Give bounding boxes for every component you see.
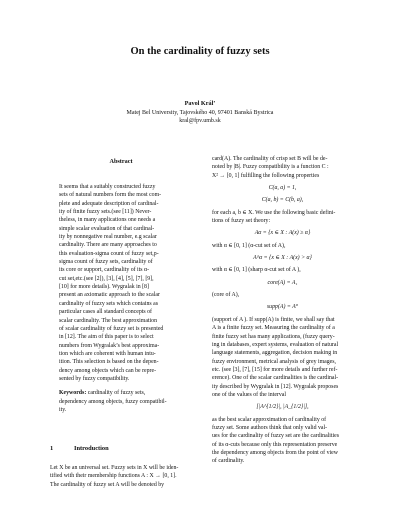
abstract-line: It seems that a suitably constructed fuzzy <box>59 184 156 190</box>
body-line: etc. (see [3], [7], [15] for more details and further ref- <box>212 366 338 373</box>
author-affiliation <box>0 109 400 126</box>
abstract-line: sented by fuzzy compatibility. <box>59 375 130 382</box>
body-line: language statements, aggregation, decision making in <box>212 350 338 357</box>
body-line: ues for the cardinality of fuzzy set are the cardinalities <box>212 433 340 440</box>
abstract-line: of scalar cardinality of fuzzy set is presented <box>59 325 164 332</box>
body-line: for each a, b ∈ X. We use the following basic defini- <box>212 209 336 216</box>
intro-line: Let X be an universal set. Fuzzy sets in X will be iden- <box>50 465 179 471</box>
keywords-line: dependency among objects, fuzzy compatibil- <box>59 398 167 405</box>
abstract-line: sets of natural numbers form the most com- <box>59 192 162 199</box>
abstract-line: dency among objects which can be repre- <box>59 367 157 374</box>
abstract-line: scalar cardinality. The best approximation <box>59 317 158 324</box>
keywords-label: Keywords: <box>59 390 87 397</box>
abstract-line: simple scalar evaluation of that cardinal- <box>59 225 155 232</box>
equation: supp(A) = A⁰ <box>266 304 299 311</box>
abstract-line: particular cases all standard concepts of <box>59 309 152 316</box>
keywords-line: ity. <box>59 406 67 413</box>
body-line: fuzzy set. Some authors think that only valid val- <box>212 424 328 431</box>
author-email: kral@fpv.umb.sk <box>179 118 221 125</box>
equation: core(A) = A₁ <box>267 279 298 286</box>
abstract-line: cardinality. There are many approaches to <box>59 242 157 249</box>
abstract-line: tion which are coherent with human intu- <box>59 350 156 357</box>
abstract-line: numbers from Wygralak’s best approxima- <box>59 342 160 349</box>
abstract-line: this evaluation-sigma count of fuzzy set,p- <box>59 250 159 257</box>
body-line: finite fuzzy set has many applications, (fuzzy query- <box>212 333 335 340</box>
body-line: with α ∈ [0, 1] (α-cut set of A), <box>212 242 286 249</box>
abstract-body <box>59 183 184 414</box>
affiliation-line: Matej Bel University, Tajovského 40, 97401 Banská Bystrica <box>126 110 274 116</box>
body-line: card(A). The cardinality of crisp set B will be de- <box>212 156 328 162</box>
abstract-heading: Abstract <box>109 158 133 165</box>
body-line: of cardinality. <box>212 458 245 465</box>
right-column <box>212 155 353 466</box>
abstract-line: present an axiomatic approach to the scalar <box>59 292 160 299</box>
body-line: with α ∈ [0, 1] (sharp α-cut set of A ), <box>212 267 301 274</box>
equation: C(a, a) = 1, <box>268 185 297 192</box>
intro-paragraph <box>50 464 192 489</box>
keywords-line <box>59 389 184 397</box>
author-name: Pavol Král’ <box>184 100 216 107</box>
body-line: as the best scalar approximation of cardinality of <box>212 416 327 423</box>
abstract-line: ition. This selection is based on the depen- <box>59 359 159 366</box>
abstract-line: theless, in many applications one needs a <box>59 217 156 224</box>
abstract-line: sigma count of fuzzy sets, cardinality of <box>59 259 153 266</box>
paper-title: On the cardinality of fuzzy sets <box>130 46 270 57</box>
body-line: one of the values of the interval <box>212 391 286 398</box>
body-line: ing in databases, expert systems, evaluation of natural <box>212 341 339 348</box>
abstract-line: ity of finite fuzzy sets.(see [11]) Never- <box>59 209 152 216</box>
body-line: tions of fuzzy set theory: <box>212 218 271 225</box>
body-line: ity described by Wygralak in [12]. Wygralak proposes <box>212 383 339 390</box>
body-line: the dependency among objects from the point of view <box>212 449 338 456</box>
abstract-line: ity by nonnegative real number, e.g scalar <box>59 234 157 241</box>
body-line: noted by |B|. Fuzzy compatibility is a function C : <box>212 164 329 171</box>
body-line: (support of A ). If supp(A) is finite, we shall say that <box>212 316 335 323</box>
abstract-line: cut set,etc.(see [2]), [3], [4], [5], [7], [9], <box>59 275 154 282</box>
intro-line: tified with their membership functions A : X → [0, 1]. <box>50 473 177 480</box>
equation: C(a, b) = C(b, a), <box>261 197 304 204</box>
section-number: 1 <box>50 445 54 452</box>
equation: A^α = {x ∈ X : A(x) > α} <box>253 255 312 262</box>
body-line: X² → [0, 1] fulfilling the following properties <box>212 172 320 179</box>
body-line: fuzzy environment, metrical analysis of grey images, <box>212 358 336 365</box>
body-line: of its α-cuts because only this representation preserve <box>212 441 338 448</box>
intro-line: The cardinality of fuzzy set A will be denoted by <box>50 481 165 488</box>
abstract-line: plete and adequate description of cardinal- <box>59 200 159 207</box>
section-title: Introduction <box>74 445 109 452</box>
abstract-line: [10] for more details). Wygralak in [8] <box>59 284 149 291</box>
body-line: (core of A), <box>212 292 240 299</box>
body-line: erence). One of the scalar cardinalities is the cardinal- <box>212 375 339 382</box>
equation: Aα = {x ∈ X : A(x) ≥ α} <box>254 230 311 237</box>
abstract-line: cardinality of fuzzy sets which contains as <box>59 300 158 307</box>
equation: [|A^{1/2}|, |A_{1/2}|], <box>256 404 309 411</box>
body-line: A is a finite fuzzy set. Measuring the cardinality of a <box>212 325 335 332</box>
keywords-text: cardinality of fuzzy sets, <box>86 390 146 397</box>
abstract-line: in [12]. The aim of this paper is to select <box>59 334 154 341</box>
section-heading <box>50 445 192 452</box>
abstract-line: its core or support, cardinality of its α- <box>59 267 150 274</box>
